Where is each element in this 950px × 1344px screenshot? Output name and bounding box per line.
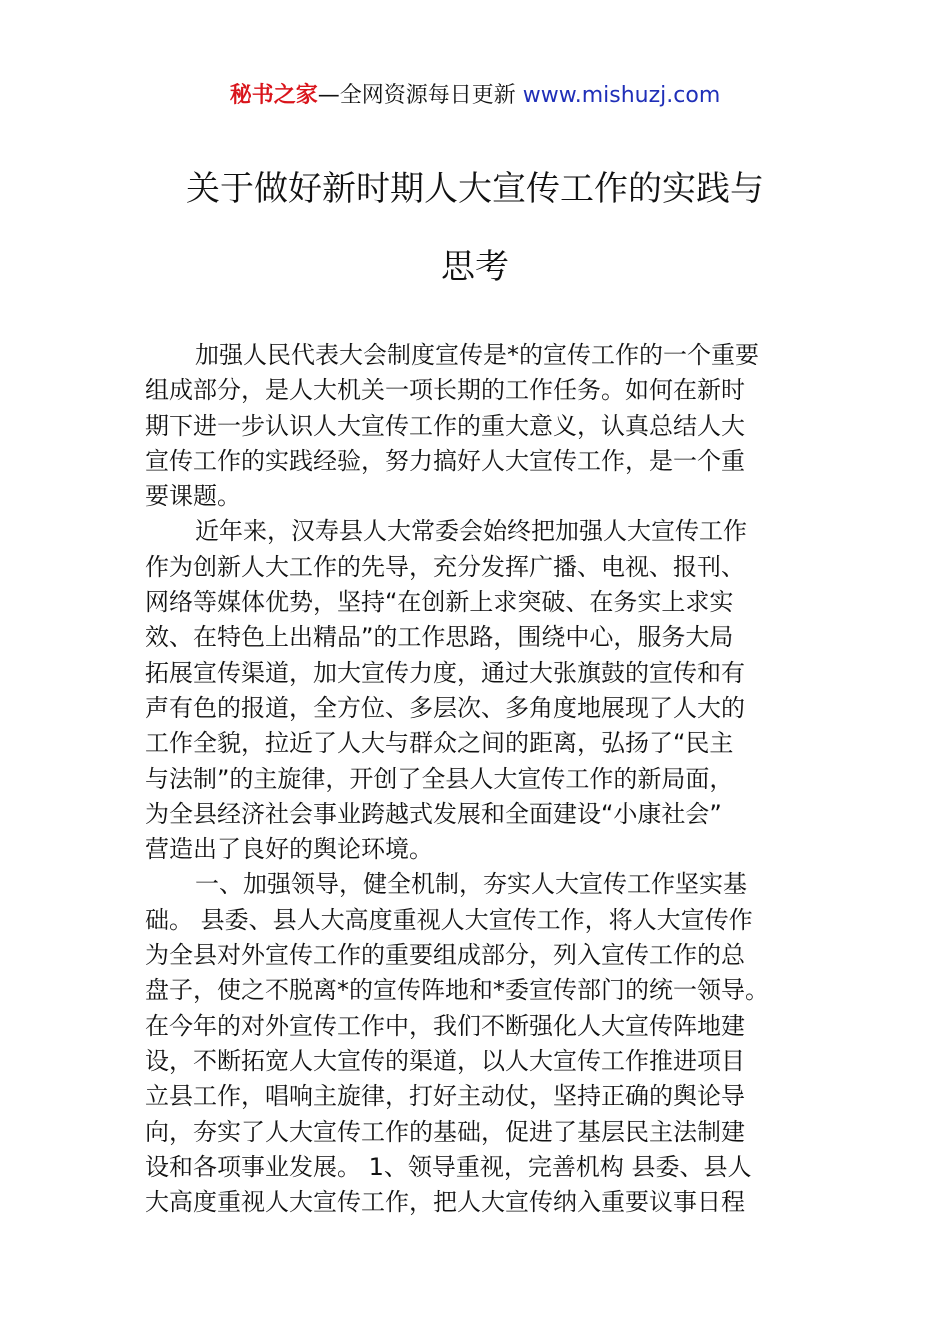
title-line: 关于做好新时期人大宣传工作的实践与 — [186, 169, 764, 209]
text-line: 近年来，汉寿县人大常委会始终把加强人大宣传工作 — [195, 517, 747, 546]
text-line: 宣传工作的实践经验，努力搞好人大宣传工作，是一个重 — [145, 446, 745, 475]
header-tagline: —全网资源每日更新 — [317, 83, 516, 108]
text-line: 为全县对外宣传工作的重要组成部分，列入宣传工作的总 — [145, 941, 745, 970]
text-line: 设，不断拓宽人大宣传的渠道，以人大宣传工作推进项目 — [145, 1046, 745, 1075]
text-line: 立县工作，唱响主旋律，打好主动仗，坚持正确的舆论导 — [145, 1082, 745, 1111]
text-line: 组成部分，是人大机关一项长期的工作任务。如何在新时 — [145, 376, 745, 405]
text-line: 效、在特色上出精品”的工作思路，围绕中心，服务大局 — [145, 623, 734, 652]
page-header — [0, 80, 950, 112]
paragraph-intro — [145, 338, 825, 514]
text-line: 要课题。 — [145, 482, 241, 511]
text-line: 拓展宣传渠道，加大宣传力度，通过大张旗鼓的宣传和有 — [145, 658, 745, 687]
text-line: 加强人民代表大会制度宣传是*的宣传工作的一个重要 — [195, 341, 759, 369]
title-line: 思考 — [441, 247, 509, 287]
text-line: 声有色的报道，全方位、多层次、多角度地展现了人大的 — [145, 693, 745, 722]
document-body — [145, 338, 825, 1220]
text-line: 盘子，使之不脱离*的宣传阵地和*委宣传部门的统一领导。 — [145, 976, 769, 1005]
text-line: 向，夯实了人大宣传工作的基础，促进了基层民主法制建 — [145, 1117, 745, 1146]
text-line: 础。 县委、县人大高度重视人大宣传工作，将人大宣传作 — [145, 905, 753, 934]
text-line: 期下进一步认识人大宣传工作的重大意义，认真总结人大 — [145, 411, 745, 440]
text-line: 大高度重视人大宣传工作，把人大宣传纳入重要议事日程 — [145, 1188, 745, 1217]
site-url-link[interactable]: www.mishuzj.com — [522, 83, 721, 108]
text-line: 一、加强领导，健全机制，夯实人大宣传工作坚实基 — [195, 870, 747, 899]
text-line: 与法制”的主旋律，开创了全县人大宣传工作的新局面， — [145, 764, 734, 793]
text-line: 在今年的对外宣传工作中，我们不断强化人大宣传阵地建 — [145, 1011, 745, 1040]
text-line: 工作全貌，拉近了人大与群众之间的距离，弘扬了“民主 — [145, 729, 734, 758]
document-title — [120, 150, 830, 306]
text-line: 为全县经济社会事业跨越式发展和全面建设“小康社会” — [145, 799, 722, 828]
text-line: 营造出了良好的舆论环境。 — [145, 835, 433, 864]
text-line: 网络等媒体优势，坚持“在创新上求突破、在务实上求实 — [145, 588, 734, 617]
brand-name: 秘书之家 — [229, 83, 318, 108]
paragraph-section-one — [145, 867, 825, 1220]
text-line: 作为创新人大工作的先导，充分发挥广播、电视、报刊、 — [145, 552, 745, 581]
paragraph-recent-years — [145, 514, 825, 867]
text-line: 设和各项事业发展。 1、领导重视，完善机构 县委、县人 — [145, 1152, 752, 1181]
